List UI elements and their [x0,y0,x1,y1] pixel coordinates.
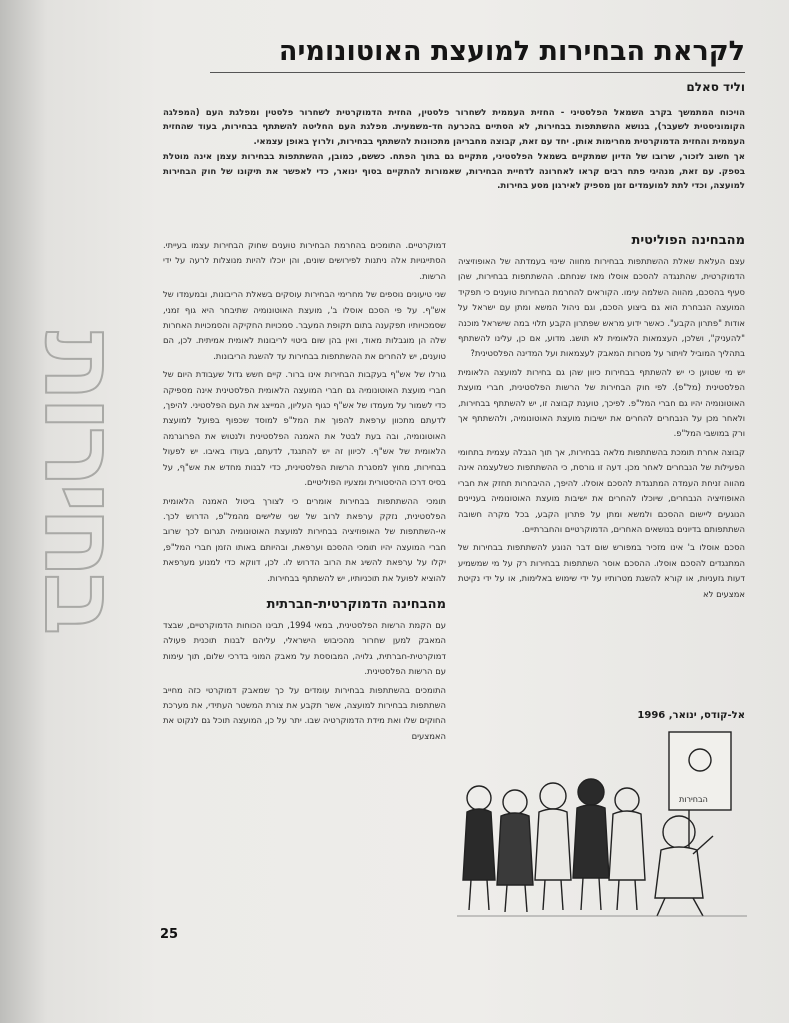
body-paragraph: תומכי ההשתתפות בבחירות אומרים כי לצורך ביטול האמנה הלאומית הפלסטינית, נזקק ערפאת לרוב של שני שלישים מהמל"פ, הדרוש לכך. אי-השתתפות של האופוזיציה בבחירות למועצת האוטונומיה תגרום לכך שרוב חברי המועצה יהיו תומכי ההסכם וערפאת, ובהיותם באותו הזמן חברי המל"פ, יקלו על ערפאת להשיג את הרוב הדרוש לו. לכן, דווקא כדי למנוע מערפאת להוציא לפועל את תוכניותיו, יש להשתתף בבחירות. [163,495,446,583]
body-paragraph: הסכם אוסלו ב' אינו מזכיר במפורש שום דבר הנוגע להשתתפות בבחירות של המתנגדים להסכם אוסלו. ההסכם אוסר השתתפות בבחירות רק על מי שמשמיע דעות גזעניות, או קורא להשגת מטרותיו על ידי שימוש באלימות, או על ידי נקיטת אמצעים לא [458,542,745,599]
pointing-figure-head [663,816,695,848]
figure-head [467,786,491,810]
body-paragraph: התומכים בהשתתפות בבחירות עומדים על כך שמאבק דמוקרטי כזה מחייב השתתפות בבחירות למועצה, אשר תקבע את צורת המשטר העתידי, את מערכת החוקים שלו ואת מידת הדמוקרטיה שבו. יתר על כן, המועצה תוכל גם לנקוט את האמצעים [163,684,446,741]
section-heading-democratic-social: מהבחינה הדמוקרטית-חברתית [266,596,446,612]
body-paragraph: שני טיעונים נוספים של מחרימי הבחירות עוסקים בשאלת הריבונות, ובמעמדו של אש"ף. על פי הסכם אוסלו ב', מועצת האוטונומיה שתיבחר היא גוף זמני, שסמכויותיו תפקענה בתום תקופת המעבר. סמכויות החקיקה והסמכויות האחרות שלה הן מוגבלות מאוד, ואין בהן שום ביטוי לריבונות לאומית אמיתית. לכן, הם טוענים, יש להחרים את ההשתתפות בבחירות עד להשגת הריבונות. [163,289,446,361]
intro-paragraph: הויכוח המתמשך בקרב השמאל הפלסטיני - החזית העממית לשחרור פלסטין, החזית הדמוקרטית לשחרור פלסטין ומפלגת העם (המפלגה הקומוניסטית לשעבר), בנושא ההשתתפות בבחירות, לא הסתיים בהכרעה חד-משמעית. מפלגת העם החליטה להשתתף בבחירות, בעוד שהחזית העממית והחזית הדמוקרטית מחרימות אותן. יחד עם זאת, קבוצה מחבריהן מתכוונות להשתתף בבחירות, ולרוץ באופן עצמאי. [163,108,745,147]
body-paragraph: גורלו של אש"ף בעקבות הבחירות אינו ברור. קיים חשש גדול שעבודת היום של חברי מועצת האוטונומיה גם חברי המועצה הלאומית הפלסטינית אינה מספיקה כדי לשמור על מעמדו של אש"ף כגוף העליון, המייצג את העם הפלסטיני. להיפך, לדעתם מתכוון ערפאת להפוך את המל"פ למוסד שכפוף בפועל למועצת האוטונומיה, ובה בעת לבטל את האמנה הפלסטינית ולנטוש את הפרוגרמה הלאומית של אש"ף. לכיוון זה יש להתנגד, לדעתם, בעודו באיבו. יש לפעול בבחירות, מחוץ למסגרת הרשות הפלסטינית, כדי לבנות מחדש את אש"ף, על בסיס דרכו ההיסטורית ומצעיו הפוליטיים. [163,369,446,488]
source-credit: אל-קודס, ינואר, 1996 [637,710,745,721]
body-paragraph: עצם העלאת שאלת ההשתתפות בבחירות מחווה שינוי בעמדתה של האופוזיציה הדמוקרטית, שהתנגדה להסכם אוסלו מאז שנחתם. ההשתתפות בבחירות, שהן סעיף בהסכם, מהווה השלמה עימו. הקוראים להחרמת הבחירות טוענים כי תפקיד המועצה הנבחרת הוא גם ביצוע הסכם, וגם ניהול המשא ומתן עם ישראל על אודות "פתרון הקבע". כאשר ידוע מראש שפתרון הקבע תלוי במה שישראל מוכנה "להעניק", ושלכן, העצמאות הלאומית לא תושג. מדוע, אם כן, עלינו להשתתף בתהליך המוביל לויתור על מטרות המאבק לעצמאות ועל המדינה הפלסטינית? [458,256,745,359]
body-paragraph: קבוצה אחרת תומכת בהשתתפות מלאה בבחירות, אך תוך הגבלה עצמית בתחומי הפעילות של הנבחרים לאחר מכן. דעה זו גורסת, כי ההשתתפות כשלעצמה אינה מהווה זניחת העמדה המתנגדת להסכם אוסלו. להיפך, ההיבחרות תחזק את חברי האופוזיציה הנבחרים, שיוכלו להחרים את ישיבות מועצת האוטונומיה בעניינים הנוגעים ליישום ההסכם ולמשא ומתן על פתרון הקבע, בכל מקרה חשובה השתתפותם בדיונים בנושאים האחרים, הדמוקרטיים והחברתיים. [458,446,745,534]
cartoon-illustration [457,720,747,920]
page-number: 25 [160,927,179,942]
title-divider [210,72,745,73]
article-title: לקראת הבחירות למועצת האוטונומיה [278,36,745,67]
section-label: בחירות [21,330,143,630]
section-heading-political: מהבחינה הפוליטית [631,233,745,248]
right-column [458,232,745,605]
article-intro [163,106,745,194]
article-author: וליד סאלם [686,80,745,94]
body-paragraph: עם הקמת הרשות הפלסטינית, במאי 1994, תבינו הכוחות הדמוקרטיים, שבצד המאבק למען שחרור מהכיבוש הישראלי, עליהם לבנות תוכנית פעולה דמוקרטית-חברתית, גלויה, המבוססת על מאבק המוני בדרכי שלום, תוך עימות עם הרשות הפלסטינית. [163,619,446,677]
intro-paragraph: אך חשוב לזכור, שרובו של הדיון שמתקיים בשמאל הפלסטיני, מתקיים גם בתוך הפתח. כששם, כמובן, ההשתתפות בבחירות עצמן אינה מוטלת בספק. עם זאת, מנהיגי פתח רבים קראו לאחרונה לדחיית הבחירות, שאמורות להתקיים בסוף ינואר, כדי לאפשר את תיקונו של חוק הבחירות למועצה, וכדי לתת למועמדים זמן מספיק לאירגון מסע בחירות. [163,152,745,192]
left-column [163,238,446,747]
pointing-figure-body [655,847,703,898]
sign-text: הבחירות [679,795,708,804]
body-paragraph: יש מי שטוען כי יש להשתתף בבחירות כיוון שהן גם בחירות למועצה הלאומית הפלסטינית (מל"פ). לפי חוק הבחירות של הרשות הפלסטינית, חברי מועצת האוטונומיה יהיו גם חברי המל"פ. לפיכך, טוענת קבוצה זו, יש להשתתף בבחירות, ולאחר מכן על הנבחרים להחרים את ישיבות מועצת האוטונומיה, ולהשתתף אך ורק במושבי המל"פ. [458,366,745,439]
figure-body [463,809,495,880]
body-paragraph: דמוקרטיים. התומכים בהחרמת הבחירות טוענים שחוק הבחירות עצמו בעייתי. הסתייגויות אלה ניתנות לפירושים שונים, והן יוכלו להיות מנוצלות לרעה על ידי הרשות. [163,240,446,281]
